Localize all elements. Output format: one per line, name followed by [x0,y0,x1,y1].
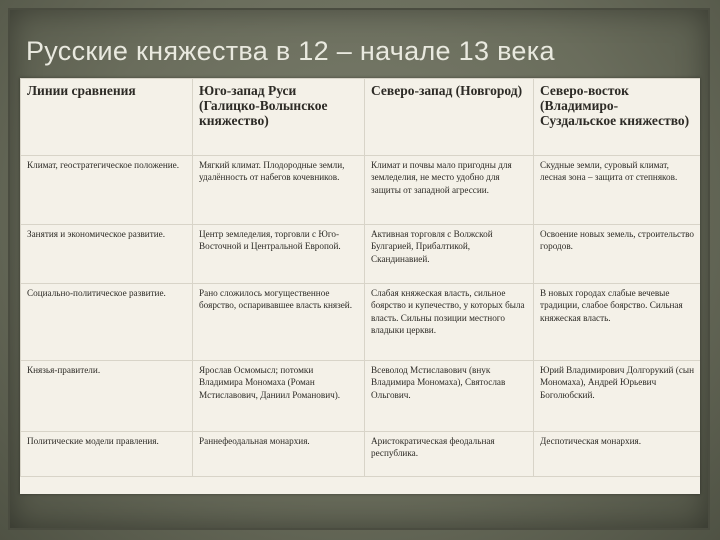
slide-title: Русские княжества в 12 – начале 13 века [26,36,555,66]
header-northwest: Северо-запад (Новгород) [365,79,534,156]
cell-northeast: Деспотическая монархия. [534,432,701,477]
table-row [21,225,701,284]
cell-southwest: Мягкий климат. Плодородные земли, удалённость от набегов кочевников. [193,156,365,225]
header-northeast: Северо-восток (Владимиро-Суздальское княжество) [534,79,701,156]
table-row [21,361,701,432]
cell-northeast: Юрий Владимирович Долгорукий (сын Мономаха), Андрей Юрьевич Боголюбский. [534,361,701,432]
cell-northwest: Активная торговля с Волжской Булгарией, Прибалтикой, Скандинавией. [365,225,534,284]
cell-northeast: Освоение новых земель, строительство городов. [534,225,701,284]
cell-southwest: Центр земледелия, торговли с Юго-Восточной и Центральной Европой. [193,225,365,284]
cell-criterion: Политические модели правления. [21,432,193,477]
cell-criterion: Климат, геостратегическое положение. [21,156,193,225]
cell-northeast: В новых городах слабые вечевые традиции, слабое боярство. Сильная княжеская власть. [534,284,701,361]
cell-northwest: Аристократическая феодальная республика. [365,432,534,477]
header-southwest: Юго-запад Руси (Галицко-Волынское княжество) [193,79,365,156]
cell-criterion: Князья-правители. [21,361,193,432]
table-row [21,432,701,477]
cell-southwest: Раннефеодальная монархия. [193,432,365,477]
cell-northwest: Слабая княжеская власть, сильное боярство и купечество, у которых была власть. Сильны позиции местного владыки церкви. [365,284,534,361]
cell-northwest: Климат и почвы мало пригодны для земледелия, не место удобно для защиты от западной агрессии. [365,156,534,225]
table-row [21,156,701,225]
table-header-row [21,79,701,156]
comparison-table [20,78,700,477]
cell-criterion: Занятия и экономическое развитие. [21,225,193,284]
cell-northwest: Всеволод Мстиславович (внук Владимира Мономаха), Святослав Ольгович. [365,361,534,432]
cell-southwest: Рано сложилось могущественное боярство, оспаривавшее власть князей. [193,284,365,361]
cell-southwest: Ярослав Осмомысл; потомки Владимира Мономаха (Роман Мстиславович, Даниил Романович). [193,361,365,432]
comparison-table-container [20,78,700,494]
cell-northeast: Скудные земли, суровый климат, лесная зона – защита от степняков. [534,156,701,225]
table-row [21,284,701,361]
header-criteria: Линии сравнения [21,79,193,156]
cell-criterion: Социально-политическое развитие. [21,284,193,361]
